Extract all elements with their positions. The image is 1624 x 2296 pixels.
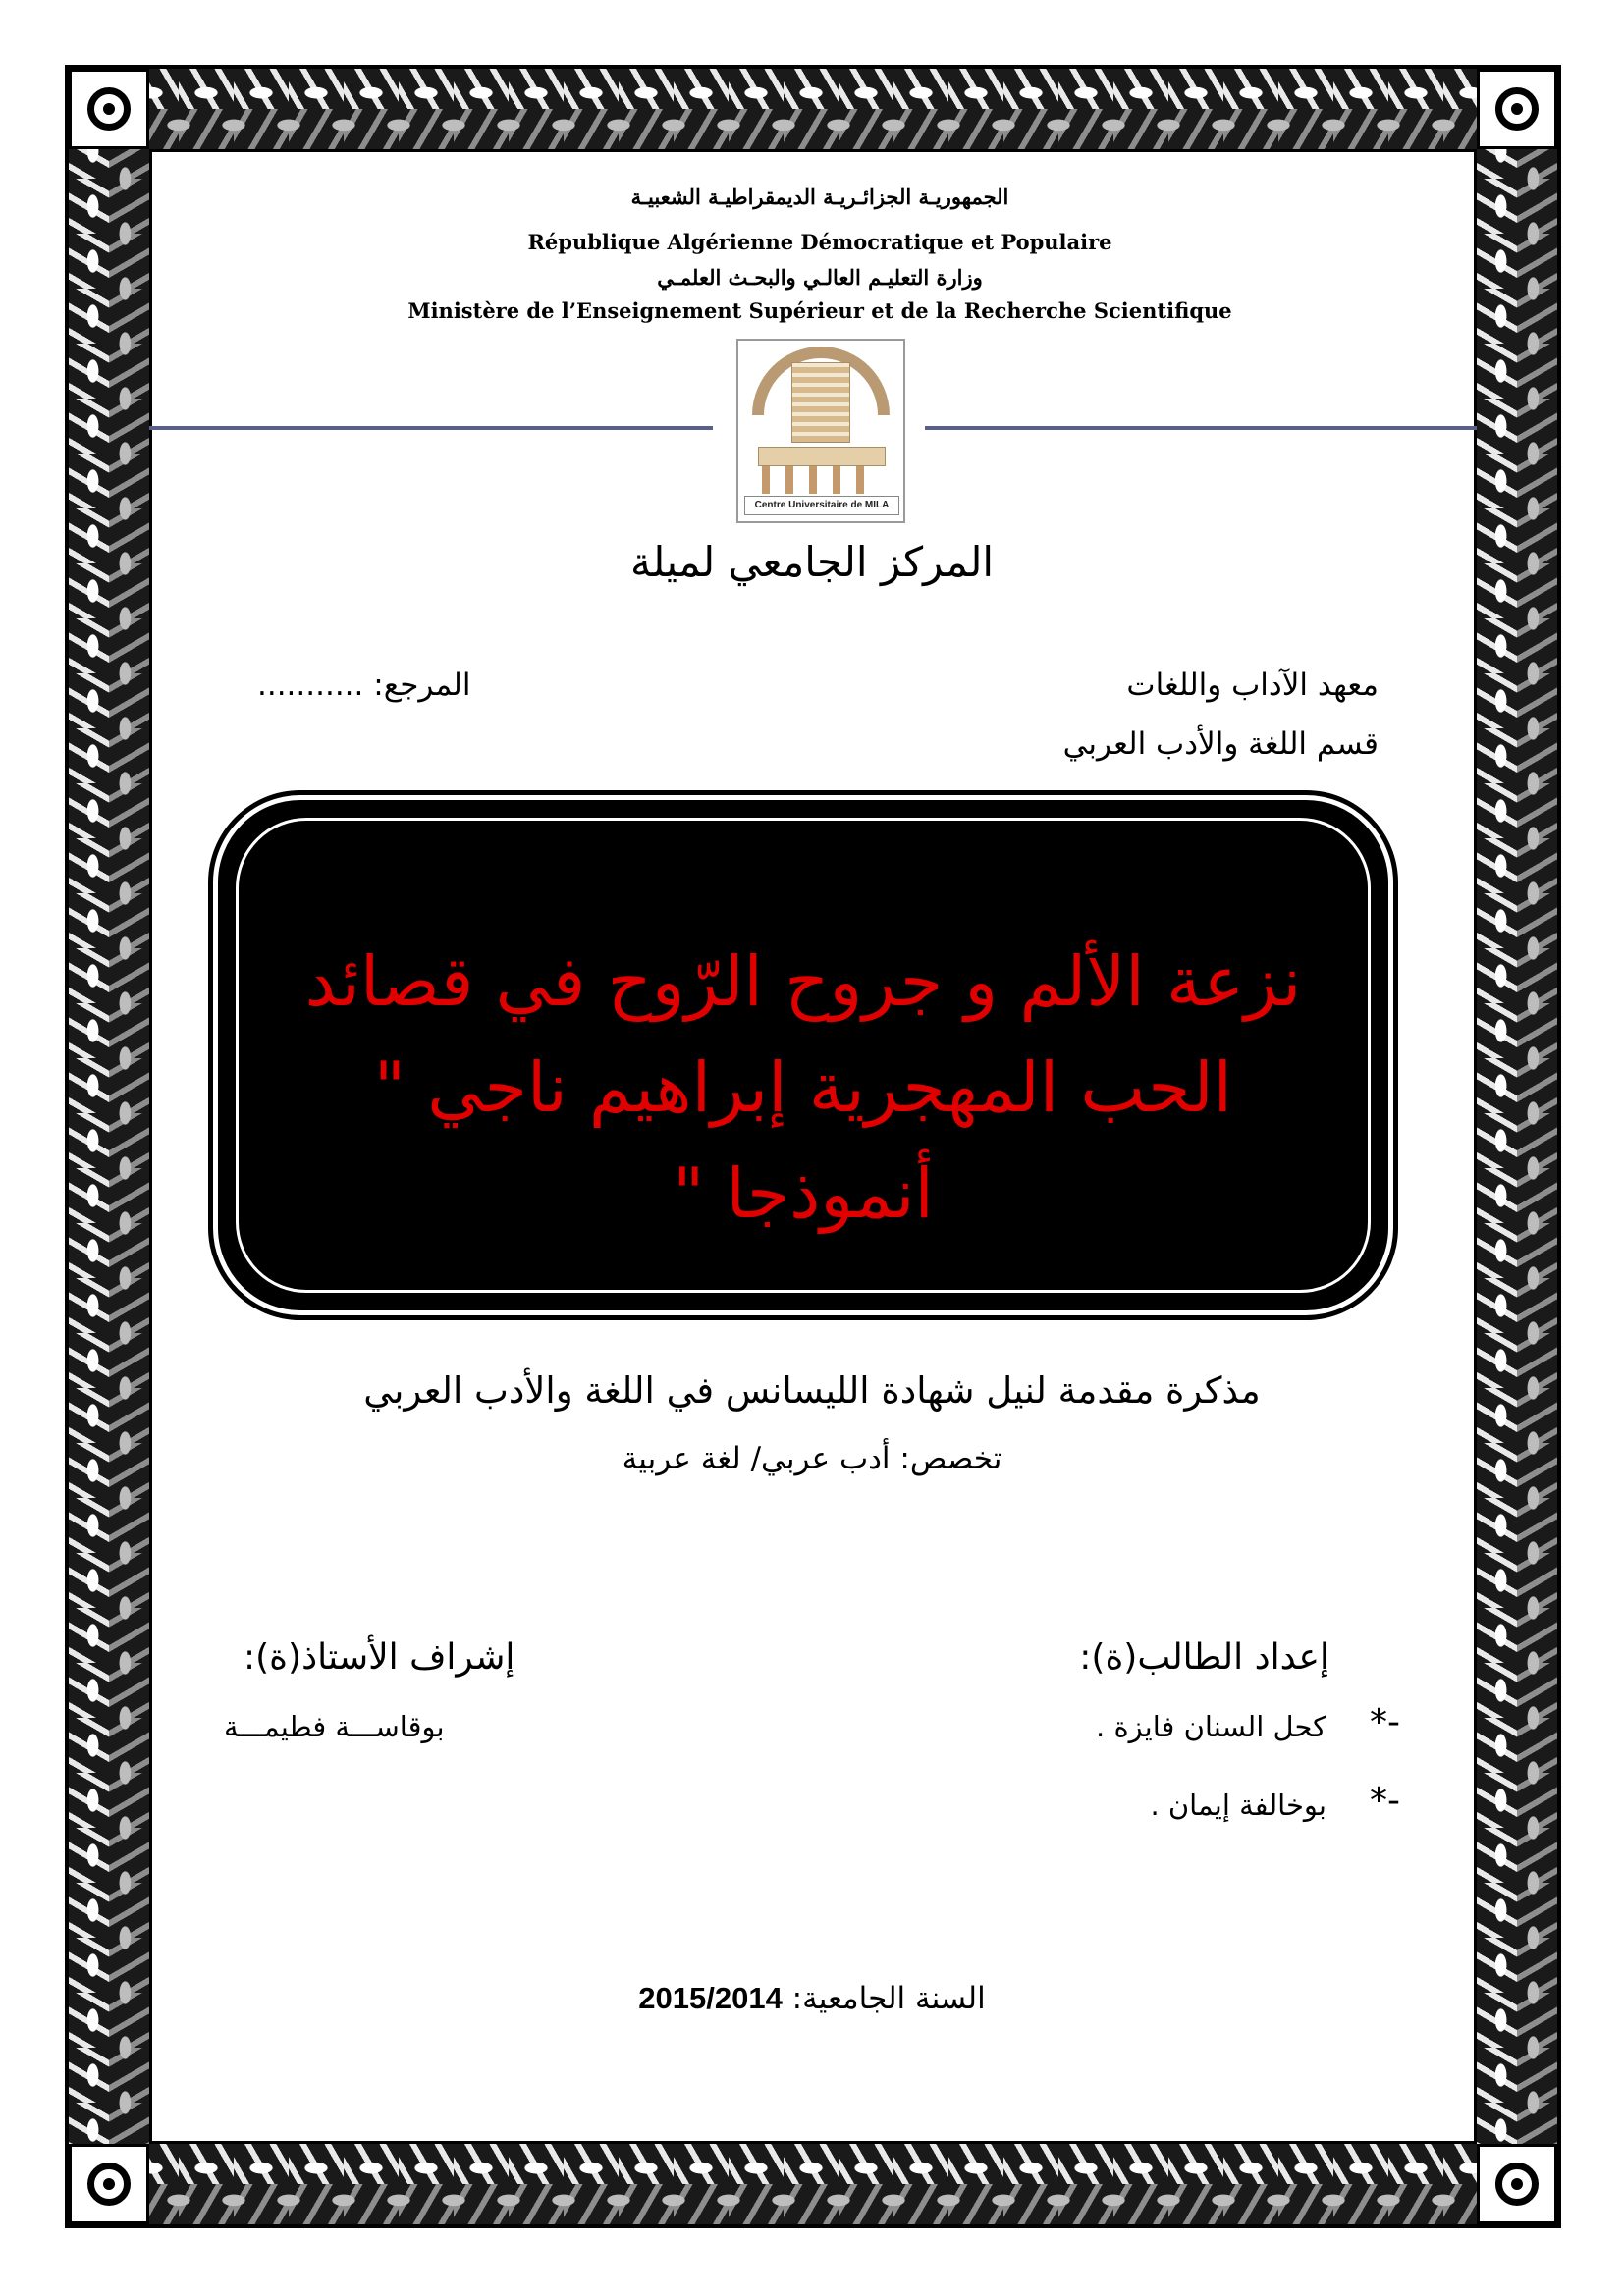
corner-ornament-icon xyxy=(69,69,149,149)
academic-year-value: 2015/2014 xyxy=(638,1981,783,2015)
student-marker: *- xyxy=(1370,1781,1400,1821)
thesis-title: نزعة الألم و جروح الرّوح في قصائد الحب المهجرية إبراهيم ناجي " أنموذجا " xyxy=(304,941,1302,1234)
center-name: المركز الجامعي لميلة xyxy=(629,538,995,586)
corner-ornament-icon xyxy=(1477,69,1557,149)
thesis-title-box xyxy=(218,800,1388,1310)
prepared-by-heading: إعداد الطالب(ة): xyxy=(1079,1637,1329,1678)
department-name: قسم اللغة والأدب العربي xyxy=(1062,726,1379,762)
ministry-french: Ministère de l’Enseignement Supérieur et de la Recherche Scientifique xyxy=(407,298,1232,323)
supervision-heading: إشراف الأستاذ(ة): xyxy=(244,1637,515,1678)
border-band-right xyxy=(1477,69,1557,2224)
university-logo xyxy=(736,339,905,523)
student-name: بوخالفة إيمان . xyxy=(1150,1789,1326,1822)
specialty: تخصص: أدب عربي/ لغة عربية xyxy=(622,1441,1002,1476)
corner-ornament-icon xyxy=(1477,2144,1557,2224)
republic-french: République Algérienne Démocratique et Populaire xyxy=(527,230,1112,254)
border-band-top xyxy=(69,69,1557,149)
academic-year-label: السنة الجامعية: xyxy=(791,1981,986,2016)
border-band-bottom xyxy=(69,2144,1557,2224)
student-name: كحل السنان فايزة . xyxy=(1096,1710,1326,1743)
academic-year xyxy=(0,1981,1624,2016)
institute-name: معهد الآداب واللغات xyxy=(1126,667,1379,703)
logo-caption: Centre Universitaire de MILA xyxy=(744,496,899,515)
republic-arabic: الجمهوريـة الجزائـريـة الديمقراطيـة الشعبيـة xyxy=(630,185,1009,209)
corner-ornament-icon xyxy=(69,2144,149,2224)
reference-field: المرجع: ........... xyxy=(257,667,471,703)
memo-description: مذكرة مقدمة لنيل شهادة الليسانس في اللغة والأدب العربي xyxy=(363,1369,1261,1412)
supervisor-name: بوقاســـة فطيمـــة xyxy=(224,1710,445,1743)
header-rule-left xyxy=(149,426,713,430)
student-marker: *- xyxy=(1370,1702,1400,1742)
border-band-left xyxy=(69,69,149,2224)
ministry-arabic: وزارة التعليـم العالـي والبحـث العلمـي xyxy=(657,265,983,290)
header-rule-right xyxy=(925,426,1477,430)
